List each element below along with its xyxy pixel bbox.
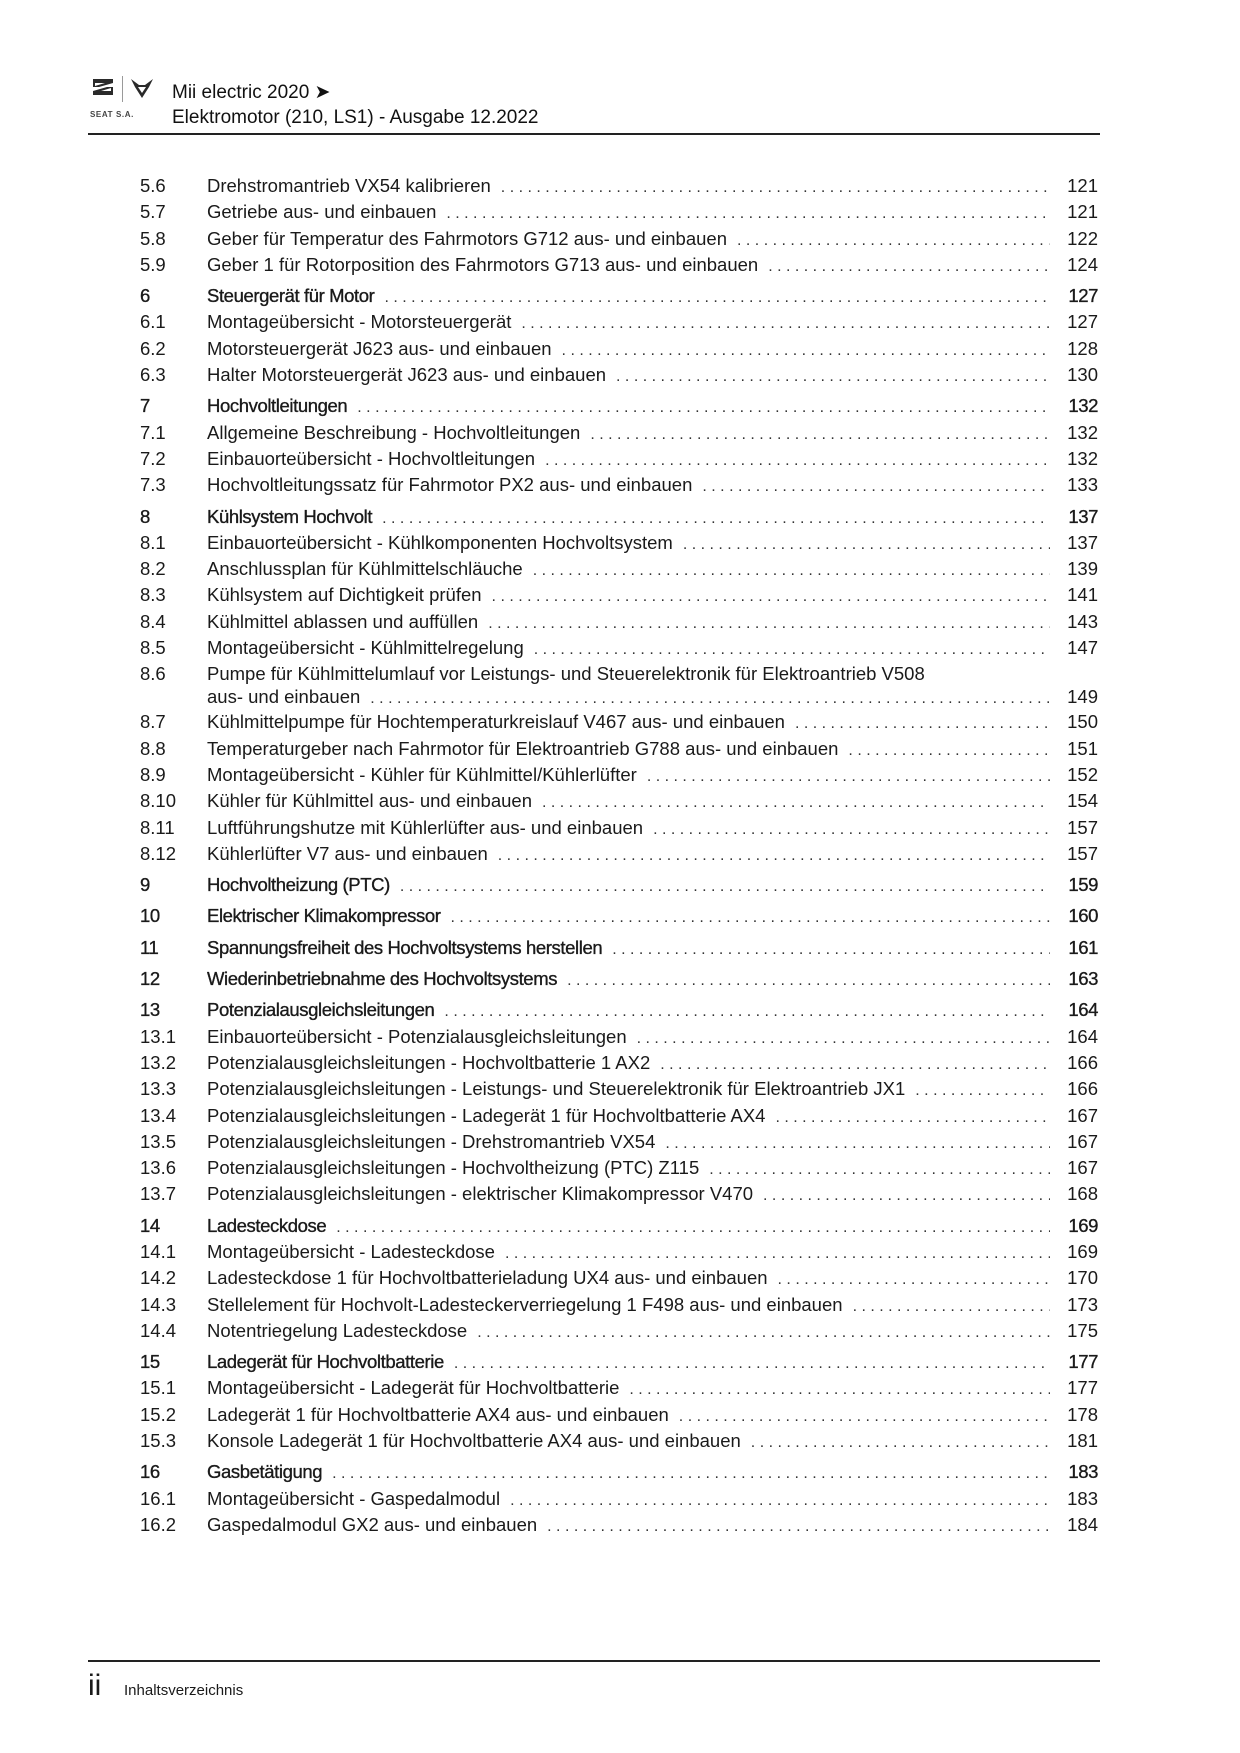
dot-leader: [590, 422, 1050, 448]
entry-number: 5.8: [140, 227, 166, 249]
entry-page-number[interactable]: 181: [1067, 1430, 1098, 1452]
entry-page-number[interactable]: 164: [1067, 1025, 1098, 1047]
toc-chapter-entry[interactable]: [140, 1349, 1098, 1375]
dot-leader: [400, 874, 1050, 900]
dot-leader: [547, 1514, 1050, 1540]
toc-section-entry[interactable]: [140, 1375, 1098, 1401]
entry-title[interactable]: Potenzialausgleichsleitungen - Leistungs- und Steuerelektronik für Elektroantrieb JX1: [207, 1078, 906, 1100]
entry-title[interactable]: Notentriegelung Ladesteckdose: [207, 1319, 468, 1341]
entry-title[interactable]: Konsole Ladegerät 1 für Hochvoltbatterie AX4 aus- und einbauen: [207, 1430, 741, 1452]
toc-section-entry[interactable]: [140, 1512, 1098, 1538]
toc-section-entry[interactable]: [140, 1486, 1098, 1512]
entry-number: 13.1: [140, 1025, 177, 1047]
dot-leader: [679, 1404, 1050, 1430]
entry-page-number[interactable]: 183: [1067, 1487, 1098, 1509]
toc-chapter-entry[interactable]: [140, 903, 1098, 929]
entry-page-number[interactable]: 157: [1067, 816, 1098, 838]
entry-page-number[interactable]: 121: [1067, 175, 1098, 196]
dot-leader: [709, 1157, 1050, 1183]
toc-section-entry[interactable]: [140, 661, 1098, 709]
entry-title[interactable]: Getriebe aus- und einbauen: [207, 201, 437, 223]
entry-number: 6.2: [140, 337, 166, 359]
footer-divider: [88, 1660, 1100, 1662]
entry-number: 8: [140, 505, 150, 527]
entry-title[interactable]: Ladesteckdose: [207, 1214, 327, 1236]
entry-page-number[interactable]: 160: [1068, 905, 1098, 927]
toc-section-entry[interactable]: [140, 1428, 1098, 1454]
dot-leader: [357, 395, 1050, 421]
entry-page-number[interactable]: 133: [1067, 474, 1098, 496]
toc-section-entry[interactable]: [140, 1076, 1098, 1102]
entry-number: 10: [140, 905, 160, 927]
entry-title[interactable]: Montageübersicht - Kühlmittelregelung: [207, 637, 524, 659]
toc-section-entry[interactable]: [140, 736, 1098, 762]
entry-page-number[interactable]: 150: [1067, 711, 1098, 733]
entry-title[interactable]: Montageübersicht - Ladegerät für Hochvoltbatterie: [207, 1377, 620, 1399]
entry-number: 8.5: [140, 637, 166, 659]
entry-number: 8.4: [140, 610, 166, 632]
dot-leader: [534, 637, 1050, 663]
entry-title[interactable]: Montageübersicht - Kühler für Kühlmittel/Kühlerlüfter: [207, 763, 637, 785]
toc-chapter-entry[interactable]: [140, 872, 1098, 898]
entry-title-continued[interactable]: aus- und einbauen: [207, 686, 361, 708]
entry-number: 16.2: [140, 1513, 177, 1535]
dot-leader: [853, 1294, 1050, 1320]
entry-number: 6.1: [140, 311, 166, 333]
toc-chapter-entry[interactable]: [140, 997, 1098, 1023]
entry-page-number[interactable]: 184: [1067, 1513, 1098, 1535]
entry-title[interactable]: Steuergerät für Motor: [207, 285, 375, 307]
dot-leader: [653, 817, 1050, 843]
entry-page-number[interactable]: 137: [1068, 505, 1098, 527]
toc-section-entry[interactable]: [140, 199, 1098, 225]
logo-divider: [122, 76, 123, 102]
dot-leader: [702, 474, 1050, 500]
entry-number: 7.2: [140, 447, 166, 469]
toc-section-entry[interactable]: [140, 635, 1098, 661]
toc-section-entry[interactable]: [140, 173, 1098, 199]
dot-leader: [763, 1183, 1050, 1209]
dot-leader: [454, 1351, 1050, 1377]
entry-page-number[interactable]: 157: [1067, 842, 1098, 864]
entry-page-number[interactable]: 152: [1067, 763, 1098, 785]
entry-number: 13.4: [140, 1104, 177, 1126]
entry-title[interactable]: Montageübersicht - Gaspedalmodul: [207, 1487, 501, 1509]
entry-title[interactable]: Potenzialausgleichsleitungen: [207, 999, 435, 1021]
entry-number: 8.10: [140, 790, 177, 812]
dot-leader: [660, 1052, 1050, 1078]
entry-page-number[interactable]: 175: [1067, 1319, 1098, 1341]
entry-title[interactable]: Potenzialausgleichsleitungen - Drehstromantrieb VX54: [207, 1130, 656, 1152]
dot-leader: [545, 448, 1050, 474]
entry-page-number[interactable]: 170: [1067, 1267, 1098, 1289]
entry-number: 15: [140, 1351, 160, 1373]
entry-title[interactable]: Kühlsystem Hochvolt: [207, 505, 373, 527]
entry-title[interactable]: Drehstromantrieb VX54 kalibrieren: [207, 175, 491, 196]
entry-page-number[interactable]: 177: [1068, 1351, 1098, 1373]
entry-title[interactable]: Pumpe für Kühlmittelumlauf vor Leistungs- und Steuerelektronik für Elektroantrieb V508: [207, 663, 925, 685]
entry-page-number[interactable]: 159: [1068, 874, 1098, 896]
dot-leader: [542, 790, 1050, 816]
entry-title[interactable]: Geber 1 für Rotorposition des Fahrmotors G713 aus- und einbauen: [207, 253, 759, 275]
entry-title[interactable]: Kühler für Kühlmittel aus- und einbauen: [207, 790, 532, 812]
entry-page-number[interactable]: 167: [1067, 1104, 1098, 1126]
entry-number: 12: [140, 968, 160, 990]
entry-title[interactable]: Kühlmittelpumpe für Hochtemperaturkreislauf V467 aus- und einbauen: [207, 711, 785, 733]
entry-title[interactable]: Einbauorteübersicht - Potenzialausgleichsleitungen: [207, 1025, 627, 1047]
entry-page-number[interactable]: 178: [1067, 1403, 1098, 1425]
toc-section-entry[interactable]: [140, 472, 1098, 498]
toc-section-entry[interactable]: [140, 1239, 1098, 1265]
entry-number: 13.7: [140, 1183, 177, 1205]
dot-leader: [533, 558, 1050, 584]
toc-section-entry[interactable]: [140, 252, 1098, 278]
entry-number: 16.1: [140, 1487, 177, 1509]
entry-title[interactable]: Allgemeine Beschreibung - Hochvoltleitungen: [207, 421, 581, 443]
entry-number: 6: [140, 285, 150, 307]
toc-section-entry[interactable]: [140, 336, 1098, 362]
entry-number: 13.2: [140, 1051, 177, 1073]
dot-leader: [336, 1215, 1050, 1241]
toc-section-entry[interactable]: [140, 446, 1098, 472]
entry-number: 15.3: [140, 1430, 177, 1452]
dot-leader: [665, 1131, 1050, 1157]
entry-number: 8.9: [140, 763, 166, 785]
dot-leader: [488, 611, 1050, 637]
entry-number: 14.2: [140, 1267, 177, 1289]
entry-number: 14.4: [140, 1319, 177, 1341]
dot-leader: [505, 1241, 1050, 1267]
entry-page-number[interactable]: 166: [1067, 1051, 1098, 1073]
dot-leader: [477, 1320, 1050, 1346]
entry-page-number[interactable]: 132: [1067, 421, 1098, 443]
entry-page-number[interactable]: 139: [1067, 558, 1098, 580]
entry-title[interactable]: Elektrischer Klimakompressor: [207, 905, 441, 927]
entry-title[interactable]: Spannungsfreiheit des Hochvoltsystems herstellen: [207, 936, 603, 958]
seat-logo-icon: [92, 78, 114, 96]
toc-chapter-entry[interactable]: [140, 1213, 1098, 1239]
entry-title[interactable]: Ladegerät 1 für Hochvoltbatterie AX4 aus- und einbauen: [207, 1403, 669, 1425]
toc-section-entry[interactable]: [140, 1265, 1098, 1291]
entry-number: 8.1: [140, 531, 166, 553]
dot-leader: [778, 1267, 1050, 1293]
toc-chapter-entry[interactable]: [140, 935, 1098, 961]
dot-leader: [629, 1377, 1050, 1403]
toc-section-entry[interactable]: [140, 1181, 1098, 1207]
entry-page-number[interactable]: 149: [1067, 686, 1098, 708]
toc-chapter-entry[interactable]: [140, 966, 1098, 992]
title-line-1: Mii electric 2020 ➤: [172, 82, 331, 103]
toc-chapter-entry[interactable]: [140, 393, 1098, 419]
dot-leader: [444, 999, 1050, 1025]
toc-section-entry[interactable]: [140, 788, 1098, 814]
entry-number: 5.9: [140, 253, 166, 275]
toc-section-entry[interactable]: [140, 1292, 1098, 1318]
entry-title[interactable]: Ladesteckdose 1 für Hochvoltbatterieladung UX4 aus- und einbauen: [207, 1267, 768, 1289]
toc-section-entry[interactable]: [140, 530, 1098, 556]
toc-section-entry[interactable]: [140, 815, 1098, 841]
page-header: [88, 74, 1100, 134]
entry-number: 9: [140, 874, 150, 896]
dot-leader: [751, 1430, 1050, 1456]
toc-section-entry[interactable]: [140, 1103, 1098, 1129]
toc-section-entry[interactable]: [140, 362, 1098, 388]
dot-leader: [521, 311, 1050, 337]
entry-page-number[interactable]: 121: [1067, 201, 1098, 223]
entry-title[interactable]: Halter Motorsteuergerät J623 aus- und einbauen: [207, 364, 607, 386]
entry-title[interactable]: Motorsteuergerät J623 aus- und einbauen: [207, 337, 552, 359]
entry-page-number[interactable]: 141: [1067, 584, 1098, 606]
entry-number: 6.3: [140, 364, 166, 386]
dot-leader: [562, 338, 1050, 364]
dot-leader: [446, 201, 1050, 227]
entry-title[interactable]: Temperaturgeber nach Fahrmotor für Elektroantrieb G788 aus- und einbauen: [207, 737, 839, 759]
entry-number: 15.2: [140, 1403, 177, 1425]
entry-page-number[interactable]: 130: [1067, 364, 1098, 386]
entry-page-number[interactable]: 168: [1067, 1183, 1098, 1205]
entry-number: 14: [140, 1214, 160, 1236]
toc-section-entry[interactable]: [140, 609, 1098, 635]
entry-title[interactable]: Gaspedalmodul GX2 aus- und einbauen: [207, 1513, 538, 1535]
dot-leader: [647, 764, 1050, 790]
entry-number: 13.6: [140, 1157, 177, 1179]
dot-leader: [382, 506, 1050, 532]
entry-page-number[interactable]: 143: [1067, 610, 1098, 632]
entry-page-number[interactable]: 163: [1068, 968, 1098, 990]
section-label: Inhaltsverzeichnis: [124, 1682, 244, 1699]
toc-section-entry[interactable]: [140, 1402, 1098, 1428]
entry-title[interactable]: Potenzialausgleichsleitungen - Ladegerät 1 für Hochvoltbatterie AX4: [207, 1104, 766, 1126]
entry-number: 13.5: [140, 1130, 177, 1152]
entry-title[interactable]: Einbauorteübersicht - Kühlkomponenten Hochvoltsystem: [207, 531, 673, 553]
entry-page-number[interactable]: 166: [1067, 1078, 1098, 1100]
entry-title[interactable]: Hochvoltleitungen: [207, 395, 348, 417]
toc-chapter-entry[interactable]: [140, 504, 1098, 530]
entry-page-number[interactable]: 167: [1067, 1130, 1098, 1152]
entry-title[interactable]: Kühlerlüfter V7 aus- und einbauen: [207, 842, 488, 864]
entry-number: 16: [140, 1461, 160, 1483]
entry-title[interactable]: Hochvoltheizung (PTC): [207, 874, 390, 896]
toc-section-entry[interactable]: [140, 1155, 1098, 1181]
entry-number: 8.2: [140, 558, 166, 580]
entry-title[interactable]: Potenzialausgleichsleitungen - elektrischer Klimakompressor V470: [207, 1183, 754, 1205]
entry-title[interactable]: Ladegerät für Hochvoltbatterie: [207, 1351, 444, 1373]
toc-section-entry[interactable]: [140, 709, 1098, 735]
entry-title[interactable]: Geber für Temperatur des Fahrmotors G712 aus- und einbauen: [207, 227, 728, 249]
toc-section-entry[interactable]: [140, 309, 1098, 335]
entry-number: 7.3: [140, 474, 166, 496]
entry-number: 13: [140, 999, 160, 1021]
toc-section-entry[interactable]: [140, 420, 1098, 446]
brand-text: SEAT S.A.: [90, 110, 134, 119]
dot-leader: [775, 1105, 1050, 1131]
entry-number: 8.11: [140, 816, 175, 838]
entry-number: 8.6: [140, 663, 166, 685]
entry-page-number[interactable]: 177: [1067, 1377, 1098, 1399]
entry-title[interactable]: Einbauorteübersicht - Hochvoltleitungen: [207, 447, 536, 469]
entry-page-number[interactable]: 128: [1067, 337, 1098, 359]
entry-page-number[interactable]: 124: [1067, 253, 1098, 275]
entry-number: 8.3: [140, 584, 166, 606]
entry-title[interactable]: Gasbetätigung: [207, 1461, 323, 1483]
dot-leader: [498, 843, 1050, 869]
entry-number: 14.3: [140, 1293, 177, 1315]
toc-section-entry[interactable]: [140, 226, 1098, 252]
cupra-logo-icon: [130, 77, 154, 99]
entry-title[interactable]: Wiederinbetriebnahme des Hochvoltsystems: [207, 968, 558, 990]
entry-title[interactable]: Montageübersicht - Motorsteuergerät: [207, 311, 512, 333]
entry-page-number[interactable]: 137: [1067, 531, 1098, 553]
dot-leader: [501, 175, 1050, 201]
toc-section-entry[interactable]: [140, 1318, 1098, 1344]
toc-section-entry[interactable]: [140, 1129, 1098, 1155]
entry-page-number[interactable]: 147: [1067, 637, 1098, 659]
entry-number: 7.1: [140, 421, 166, 443]
dot-leader: [637, 1026, 1050, 1052]
dot-leader: [612, 937, 1050, 963]
dot-leader: [567, 968, 1050, 994]
dot-leader: [795, 711, 1050, 737]
toc-chapter-entry[interactable]: [140, 283, 1098, 309]
toc-section-entry[interactable]: [140, 762, 1098, 788]
dot-leader: [384, 285, 1050, 311]
dot-leader: [848, 738, 1050, 764]
entry-title[interactable]: Luftführungshutze mit Kühlerlüfter aus- und einbauen: [207, 816, 644, 838]
toc-chapter-entry[interactable]: [140, 1459, 1098, 1485]
header-divider: [88, 133, 1100, 135]
entry-title[interactable]: Potenzialausgleichsleitungen - Hochvoltbatterie 1 AX2: [207, 1051, 651, 1073]
dot-leader: [370, 687, 1050, 711]
entry-number: 13.3: [140, 1078, 177, 1100]
dot-leader: [683, 532, 1050, 558]
dot-leader: [450, 905, 1050, 931]
entry-page-number[interactable]: 132: [1067, 447, 1098, 469]
toc-section-entry[interactable]: [140, 1024, 1098, 1050]
dot-leader: [915, 1078, 1050, 1104]
title-line-2: Elektromotor (210, LS1) - Ausgabe 12.2022: [172, 107, 539, 128]
dot-leader: [768, 254, 1050, 280]
entry-page-number[interactable]: 167: [1067, 1157, 1098, 1179]
entry-page-number[interactable]: 183: [1068, 1461, 1098, 1483]
entry-page-number[interactable]: 169: [1068, 1214, 1098, 1236]
dot-leader: [510, 1488, 1050, 1514]
toc-section-entry[interactable]: [140, 1050, 1098, 1076]
entry-page-number[interactable]: 127: [1067, 311, 1098, 333]
entry-page-number[interactable]: 164: [1068, 999, 1098, 1021]
dot-leader: [737, 228, 1050, 254]
table-of-contents: [140, 173, 1098, 1538]
entry-title[interactable]: Montageübersicht - Ladesteckdose: [207, 1240, 495, 1262]
brand-logo: [88, 74, 156, 130]
dot-leader: [332, 1461, 1050, 1487]
entry-title[interactable]: Kühlmittel ablassen und auffüllen: [207, 610, 479, 632]
entry-number: 11: [140, 936, 159, 958]
entry-page-number[interactable]: 169: [1067, 1240, 1098, 1262]
page-number: ii: [88, 1669, 102, 1702]
entry-page-number[interactable]: 132: [1068, 395, 1098, 417]
toc-section-entry[interactable]: [140, 582, 1098, 608]
entry-page-number[interactable]: 154: [1067, 790, 1098, 812]
dot-leader: [616, 364, 1050, 390]
entry-number: 7: [140, 395, 150, 417]
entry-title[interactable]: Stellelement für Hochvolt-Ladesteckerverriegelung 1 F498 aus- und einbauen: [207, 1293, 843, 1315]
entry-title[interactable]: Anschlussplan für Kühlmittelschläuche: [207, 558, 523, 580]
toc-section-entry[interactable]: [140, 841, 1098, 867]
entry-number: 14.1: [140, 1240, 177, 1262]
entry-page-number[interactable]: 161: [1068, 936, 1098, 958]
entry-page-number[interactable]: 173: [1067, 1293, 1098, 1315]
entry-page-number[interactable]: 127: [1068, 285, 1098, 307]
entry-number: 15.1: [140, 1377, 177, 1399]
entry-title[interactable]: Hochvoltleitungssatz für Fahrmotor PX2 aus- und einbauen: [207, 474, 693, 496]
entry-number: 8.8: [140, 737, 166, 759]
entry-number: 5.7: [140, 201, 166, 223]
document-title: [172, 80, 539, 130]
entry-number: 5.6: [140, 175, 166, 196]
entry-title[interactable]: Kühlsystem auf Dichtigkeit prüfen: [207, 584, 482, 606]
entry-page-number[interactable]: 151: [1067, 737, 1098, 759]
entry-number: 8.12: [140, 842, 177, 864]
entry-title[interactable]: Potenzialausgleichsleitungen - Hochvoltheizung (PTC) Z115: [207, 1157, 700, 1179]
entry-number: 8.7: [140, 711, 166, 733]
toc-section-entry[interactable]: [140, 556, 1098, 582]
entry-page-number[interactable]: 122: [1067, 227, 1098, 249]
dot-leader: [492, 584, 1050, 610]
